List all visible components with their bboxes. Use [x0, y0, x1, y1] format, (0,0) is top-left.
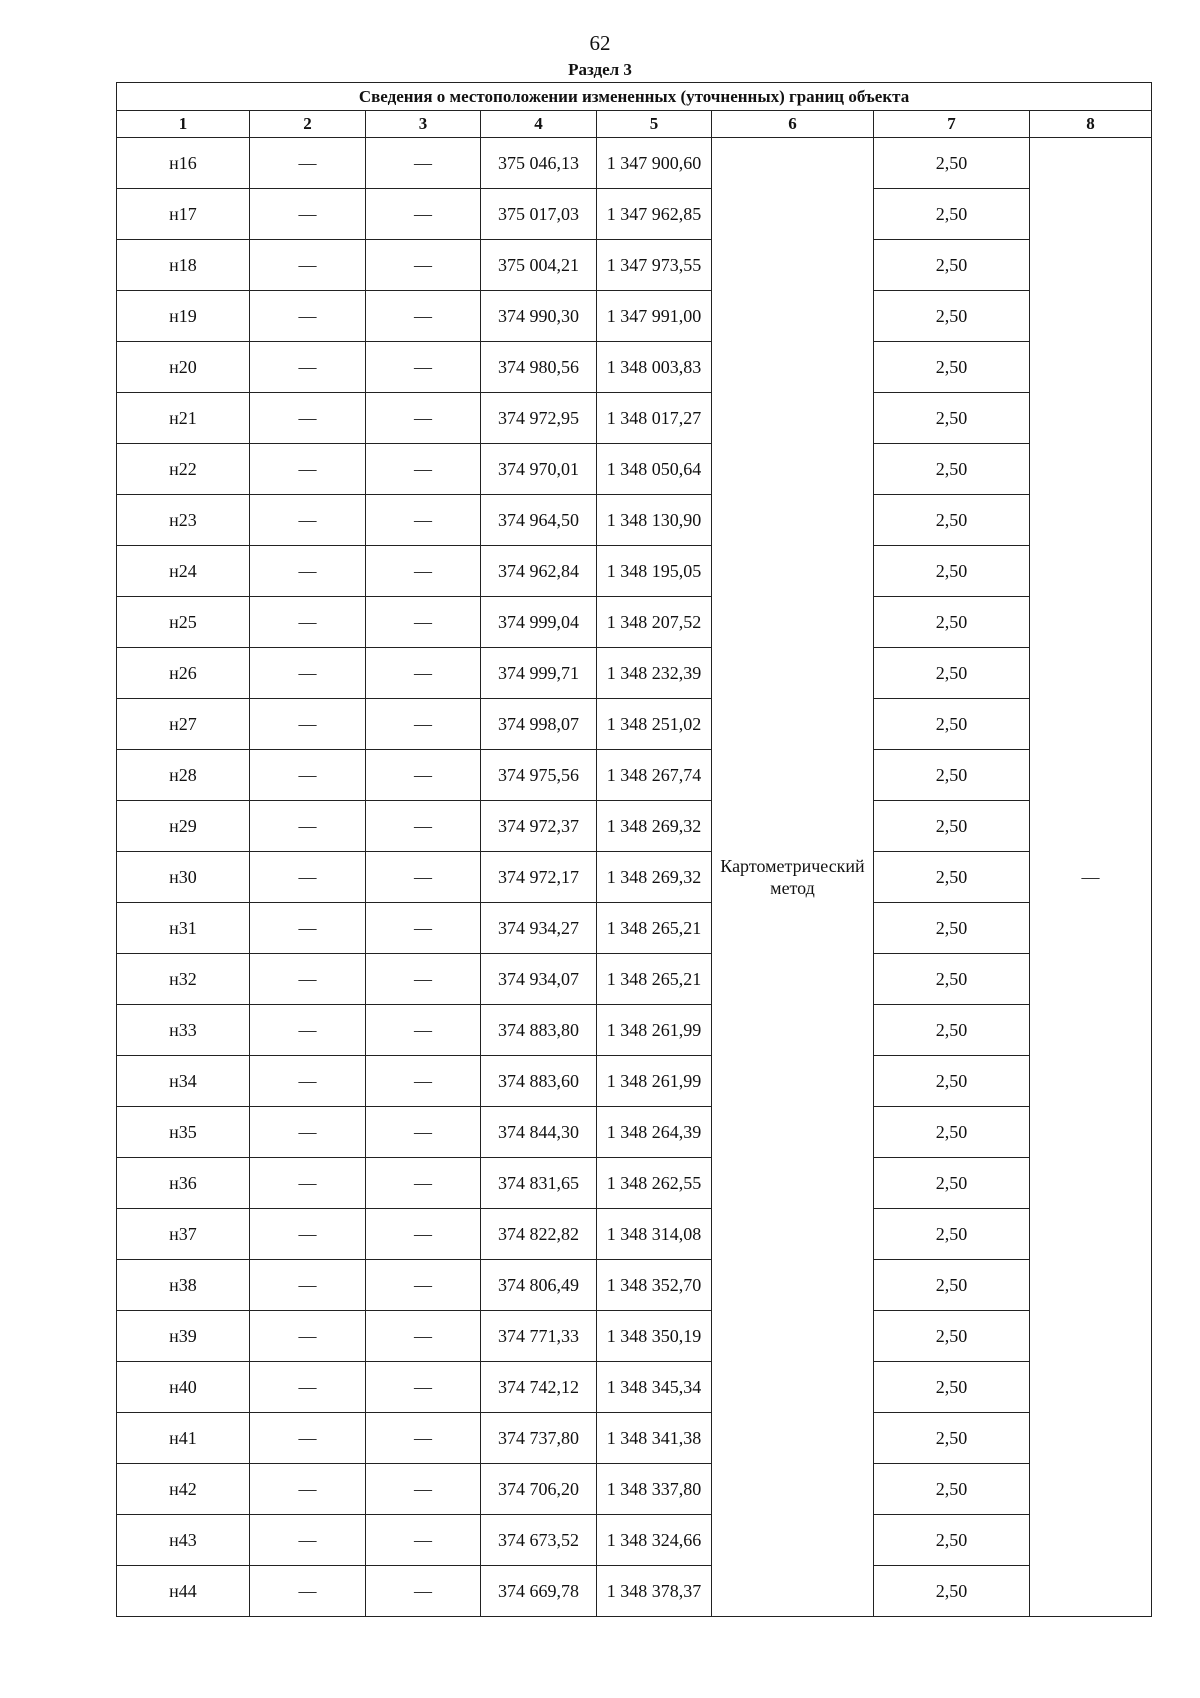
col2-cell: —	[250, 648, 366, 699]
col2-cell: —	[250, 954, 366, 1005]
accuracy-cell: 2,50	[874, 648, 1030, 699]
y-coordinate-cell: 1 348 003,83	[597, 342, 712, 393]
y-coordinate-cell: 1 348 265,21	[597, 903, 712, 954]
accuracy-cell: 2,50	[874, 1056, 1030, 1107]
table-row	[117, 699, 1152, 750]
y-coordinate-cell: 1 347 991,00	[597, 291, 712, 342]
col2-cell: —	[250, 342, 366, 393]
point-id-cell: н18	[117, 240, 250, 291]
y-coordinate-cell: 1 348 017,27	[597, 393, 712, 444]
table-row	[117, 189, 1152, 240]
point-id-cell: н39	[117, 1311, 250, 1362]
x-coordinate-cell: 374 999,04	[481, 597, 597, 648]
y-coordinate-cell: 1 347 900,60	[597, 138, 712, 189]
point-id-cell: н44	[117, 1566, 250, 1617]
col2-cell: —	[250, 1260, 366, 1311]
table-row	[117, 495, 1152, 546]
table-row	[117, 1158, 1152, 1209]
table-row	[117, 1515, 1152, 1566]
y-coordinate-cell: 1 348 350,19	[597, 1311, 712, 1362]
col3-cell: —	[366, 1056, 481, 1107]
point-id-cell: н25	[117, 597, 250, 648]
table-row	[117, 852, 1152, 903]
col2-cell: —	[250, 852, 366, 903]
table-row	[117, 1413, 1152, 1464]
table-row	[117, 444, 1152, 495]
table-row	[117, 291, 1152, 342]
col3-cell: —	[366, 138, 481, 189]
col8-cell: —	[1030, 138, 1152, 1617]
x-coordinate-cell: 374 962,84	[481, 546, 597, 597]
point-id-cell: н19	[117, 291, 250, 342]
x-coordinate-cell: 374 934,07	[481, 954, 597, 1005]
col2-cell: —	[250, 903, 366, 954]
col2-cell: —	[250, 1209, 366, 1260]
col3-cell: —	[366, 1566, 481, 1617]
column-header-row	[117, 111, 1152, 138]
accuracy-cell: 2,50	[874, 240, 1030, 291]
col2-cell: —	[250, 1413, 366, 1464]
x-coordinate-cell: 374 742,12	[481, 1362, 597, 1413]
x-coordinate-cell: 375 017,03	[481, 189, 597, 240]
x-coordinate-cell: 374 844,30	[481, 1107, 597, 1158]
accuracy-cell: 2,50	[874, 597, 1030, 648]
col2-cell: —	[250, 138, 366, 189]
col3-cell: —	[366, 597, 481, 648]
accuracy-cell: 2,50	[874, 1158, 1030, 1209]
col3-cell: —	[366, 1209, 481, 1260]
table-caption: Сведения о местоположении измененных (уточненных) границ объекта	[117, 83, 1152, 111]
y-coordinate-cell: 1 348 352,70	[597, 1260, 712, 1311]
col3-cell: —	[366, 444, 481, 495]
column-header-6: 6	[712, 111, 874, 138]
x-coordinate-cell: 374 964,50	[481, 495, 597, 546]
col2-cell: —	[250, 1158, 366, 1209]
table-row	[117, 1056, 1152, 1107]
col3-cell: —	[366, 954, 481, 1005]
point-id-cell: н33	[117, 1005, 250, 1056]
x-coordinate-cell: 374 972,95	[481, 393, 597, 444]
accuracy-cell: 2,50	[874, 1005, 1030, 1056]
table-row	[117, 1566, 1152, 1617]
col2-cell: —	[250, 546, 366, 597]
accuracy-cell: 2,50	[874, 444, 1030, 495]
table-row	[117, 342, 1152, 393]
x-coordinate-cell: 374 990,30	[481, 291, 597, 342]
table-row	[117, 1209, 1152, 1260]
accuracy-cell: 2,50	[874, 954, 1030, 1005]
col3-cell: —	[366, 1362, 481, 1413]
col2-cell: —	[250, 189, 366, 240]
point-id-cell: н30	[117, 852, 250, 903]
y-coordinate-cell: 1 347 962,85	[597, 189, 712, 240]
point-id-cell: н34	[117, 1056, 250, 1107]
col3-cell: —	[366, 750, 481, 801]
accuracy-cell: 2,50	[874, 1464, 1030, 1515]
point-id-cell: н22	[117, 444, 250, 495]
col3-cell: —	[366, 801, 481, 852]
col3-cell: —	[366, 495, 481, 546]
col2-cell: —	[250, 1362, 366, 1413]
x-coordinate-cell: 374 822,82	[481, 1209, 597, 1260]
col3-cell: —	[366, 1005, 481, 1056]
x-coordinate-cell: 374 831,65	[481, 1158, 597, 1209]
table-row	[117, 597, 1152, 648]
method-cell: Картометрический метод	[712, 138, 874, 1617]
col3-cell: —	[366, 1158, 481, 1209]
x-coordinate-cell: 374 706,20	[481, 1464, 597, 1515]
y-coordinate-cell: 1 348 269,32	[597, 801, 712, 852]
column-header-3: 3	[366, 111, 481, 138]
x-coordinate-cell: 375 004,21	[481, 240, 597, 291]
table-row	[117, 393, 1152, 444]
table-row	[117, 1260, 1152, 1311]
y-coordinate-cell: 1 347 973,55	[597, 240, 712, 291]
col3-cell: —	[366, 1515, 481, 1566]
y-coordinate-cell: 1 348 345,34	[597, 1362, 712, 1413]
col3-cell: —	[366, 1413, 481, 1464]
point-id-cell: н26	[117, 648, 250, 699]
col3-cell: —	[366, 189, 481, 240]
y-coordinate-cell: 1 348 262,55	[597, 1158, 712, 1209]
accuracy-cell: 2,50	[874, 291, 1030, 342]
y-coordinate-cell: 1 348 267,74	[597, 750, 712, 801]
point-id-cell: н29	[117, 801, 250, 852]
point-id-cell: н21	[117, 393, 250, 444]
x-coordinate-cell: 374 972,37	[481, 801, 597, 852]
col3-cell: —	[366, 852, 481, 903]
x-coordinate-cell: 374 980,56	[481, 342, 597, 393]
col2-cell: —	[250, 699, 366, 750]
x-coordinate-cell: 374 737,80	[481, 1413, 597, 1464]
col3-cell: —	[366, 393, 481, 444]
col3-cell: —	[366, 1260, 481, 1311]
col3-cell: —	[366, 1107, 481, 1158]
y-coordinate-cell: 1 348 314,08	[597, 1209, 712, 1260]
col3-cell: —	[366, 1311, 481, 1362]
y-coordinate-cell: 1 348 337,80	[597, 1464, 712, 1515]
col3-cell: —	[366, 342, 481, 393]
x-coordinate-cell: 374 673,52	[481, 1515, 597, 1566]
point-id-cell: н38	[117, 1260, 250, 1311]
col3-cell: —	[366, 903, 481, 954]
column-header-7: 7	[874, 111, 1030, 138]
table-row	[117, 240, 1152, 291]
point-id-cell: н27	[117, 699, 250, 750]
y-coordinate-cell: 1 348 050,64	[597, 444, 712, 495]
y-coordinate-cell: 1 348 232,39	[597, 648, 712, 699]
x-coordinate-cell: 374 972,17	[481, 852, 597, 903]
accuracy-cell: 2,50	[874, 189, 1030, 240]
col2-cell: —	[250, 1311, 366, 1362]
accuracy-cell: 2,50	[874, 1260, 1030, 1311]
col2-cell: —	[250, 1107, 366, 1158]
accuracy-cell: 2,50	[874, 138, 1030, 189]
column-header-1: 1	[117, 111, 250, 138]
table-row	[117, 1005, 1152, 1056]
x-coordinate-cell: 374 806,49	[481, 1260, 597, 1311]
point-id-cell: н43	[117, 1515, 250, 1566]
table-row	[117, 1311, 1152, 1362]
y-coordinate-cell: 1 348 324,66	[597, 1515, 712, 1566]
col3-cell: —	[366, 699, 481, 750]
column-header-8: 8	[1030, 111, 1152, 138]
point-id-cell: н24	[117, 546, 250, 597]
x-coordinate-cell: 374 669,78	[481, 1566, 597, 1617]
table-row	[117, 138, 1152, 189]
col2-cell: —	[250, 291, 366, 342]
accuracy-cell: 2,50	[874, 546, 1030, 597]
col2-cell: —	[250, 801, 366, 852]
y-coordinate-cell: 1 348 261,99	[597, 1005, 712, 1056]
col3-cell: —	[366, 1464, 481, 1515]
accuracy-cell: 2,50	[874, 342, 1030, 393]
x-coordinate-cell: 374 970,01	[481, 444, 597, 495]
y-coordinate-cell: 1 348 269,32	[597, 852, 712, 903]
y-coordinate-cell: 1 348 261,99	[597, 1056, 712, 1107]
point-id-cell: н35	[117, 1107, 250, 1158]
boundary-coordinates-table	[116, 82, 1152, 1617]
point-id-cell: н40	[117, 1362, 250, 1413]
point-id-cell: н32	[117, 954, 250, 1005]
table-row	[117, 903, 1152, 954]
y-coordinate-cell: 1 348 378,37	[597, 1566, 712, 1617]
y-coordinate-cell: 1 348 341,38	[597, 1413, 712, 1464]
table-row	[117, 801, 1152, 852]
x-coordinate-cell: 374 999,71	[481, 648, 597, 699]
x-coordinate-cell: 374 883,60	[481, 1056, 597, 1107]
table-row	[117, 1362, 1152, 1413]
col2-cell: —	[250, 393, 366, 444]
point-id-cell: н23	[117, 495, 250, 546]
table-row	[117, 1464, 1152, 1515]
col2-cell: —	[250, 240, 366, 291]
accuracy-cell: 2,50	[874, 1107, 1030, 1158]
accuracy-cell: 2,50	[874, 495, 1030, 546]
column-header-4: 4	[481, 111, 597, 138]
col2-cell: —	[250, 1056, 366, 1107]
accuracy-cell: 2,50	[874, 393, 1030, 444]
accuracy-cell: 2,50	[874, 1566, 1030, 1617]
accuracy-cell: 2,50	[874, 1209, 1030, 1260]
col3-cell: —	[366, 291, 481, 342]
col2-cell: —	[250, 1464, 366, 1515]
y-coordinate-cell: 1 348 251,02	[597, 699, 712, 750]
x-coordinate-cell: 374 934,27	[481, 903, 597, 954]
point-id-cell: н31	[117, 903, 250, 954]
point-id-cell: н42	[117, 1464, 250, 1515]
accuracy-cell: 2,50	[874, 801, 1030, 852]
accuracy-cell: 2,50	[874, 699, 1030, 750]
point-id-cell: н36	[117, 1158, 250, 1209]
x-coordinate-cell: 375 046,13	[481, 138, 597, 189]
table-row	[117, 546, 1152, 597]
col2-cell: —	[250, 750, 366, 801]
point-id-cell: н16	[117, 138, 250, 189]
col2-cell: —	[250, 1566, 366, 1617]
col2-cell: —	[250, 495, 366, 546]
point-id-cell: н17	[117, 189, 250, 240]
accuracy-cell: 2,50	[874, 1311, 1030, 1362]
point-id-cell: н28	[117, 750, 250, 801]
accuracy-cell: 2,50	[874, 1413, 1030, 1464]
y-coordinate-cell: 1 348 207,52	[597, 597, 712, 648]
col3-cell: —	[366, 648, 481, 699]
col3-cell: —	[366, 240, 481, 291]
col2-cell: —	[250, 597, 366, 648]
page-number: 62	[589, 31, 611, 55]
col2-cell: —	[250, 1005, 366, 1056]
point-id-cell: н41	[117, 1413, 250, 1464]
x-coordinate-cell: 374 998,07	[481, 699, 597, 750]
x-coordinate-cell: 374 975,56	[481, 750, 597, 801]
accuracy-cell: 2,50	[874, 1362, 1030, 1413]
x-coordinate-cell: 374 883,80	[481, 1005, 597, 1056]
accuracy-cell: 2,50	[874, 1515, 1030, 1566]
y-coordinate-cell: 1 348 265,21	[597, 954, 712, 1005]
col2-cell: —	[250, 1515, 366, 1566]
y-coordinate-cell: 1 348 264,39	[597, 1107, 712, 1158]
col2-cell: —	[250, 444, 366, 495]
table-row	[117, 1107, 1152, 1158]
point-id-cell: н20	[117, 342, 250, 393]
accuracy-cell: 2,50	[874, 852, 1030, 903]
table-row	[117, 750, 1152, 801]
section-title: Раздел 3	[568, 60, 632, 79]
x-coordinate-cell: 374 771,33	[481, 1311, 597, 1362]
accuracy-cell: 2,50	[874, 903, 1030, 954]
y-coordinate-cell: 1 348 130,90	[597, 495, 712, 546]
table-row	[117, 954, 1152, 1005]
column-header-2: 2	[250, 111, 366, 138]
table-row	[117, 648, 1152, 699]
y-coordinate-cell: 1 348 195,05	[597, 546, 712, 597]
point-id-cell: н37	[117, 1209, 250, 1260]
column-header-5: 5	[597, 111, 712, 138]
accuracy-cell: 2,50	[874, 750, 1030, 801]
col3-cell: —	[366, 546, 481, 597]
table-body	[117, 138, 1152, 1617]
